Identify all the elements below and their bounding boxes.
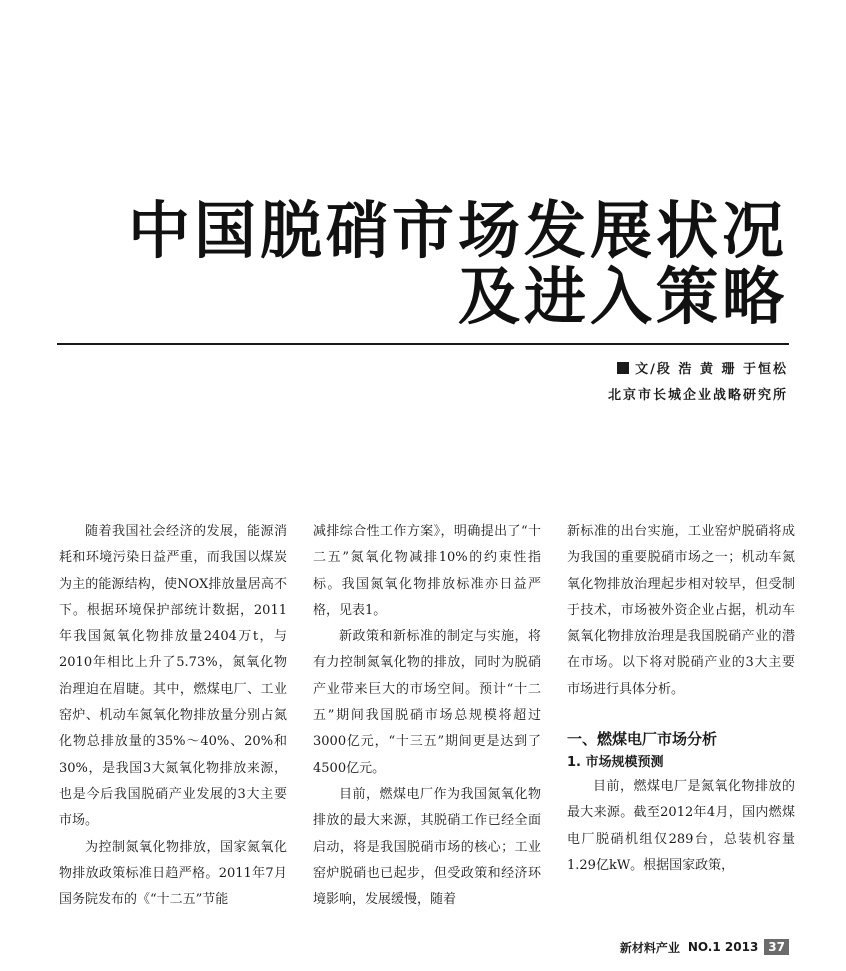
article-title (127, 194, 788, 333)
text-column-2 (313, 519, 541, 913)
paragraph: 新政策和新标准的制定与实施，将有力控制氮氧化物的排放，同时为脱硝产业带来巨大的市场空间。预计“十二五”期间我国脱硝市场总规模将超过3000亿元，“十三五”期间更是达到了4500亿元。 (313, 629, 541, 776)
authors: 文/段 浩 黄 珊 于恒松 (635, 362, 788, 377)
subsection-heading: 1. 市场规模预测 (567, 755, 664, 771)
title-divider (57, 343, 789, 345)
institution: 北京市长城企业战略研究所 (607, 388, 788, 403)
text-column-3 (567, 519, 795, 879)
issue-number: NO.1 2013 (687, 940, 759, 954)
journal-name: 新材料产业 (619, 940, 680, 955)
paragraph: 新标准的出台实施，工业窑炉脱硝将成为我国的重要脱硝市场之一；机动车氮氧化物排放治理起步相对较早，但受制于技术，市场被外资企业占据，机动车氮氧化物排放治理是我国脱硝产业的潜在市场。以下将对脱硝产业的3大主要市场进行具体分析。 (567, 524, 795, 697)
paragraph: 减排综合性工作方案》，明确提出了“十二五”氮氧化物减排10%的约束性指标。我国氮氧化物排放标准亦日益严格，见表1。 (313, 524, 541, 618)
paragraph: 为控制氮氧化物排放，国家氮氧化物排放政策标准日趋严格。2011年7月国务院发布的《“十二五”节能 (59, 839, 287, 908)
author-line (608, 357, 788, 383)
title-line-2: 及进入策略 (457, 260, 788, 333)
byline (608, 357, 788, 409)
text-column-1 (59, 519, 287, 913)
bullet-square-icon (617, 362, 629, 374)
paragraph: 目前，燃煤电厂是氮氧化物排放的最大来源。截至2012年4月，国内燃煤电厂脱硝机组仅289台，总装机容量1.29亿kW。根据国家政策， (567, 779, 795, 873)
page-number: 37 (764, 939, 789, 955)
paragraph: 目前，燃煤电厂作为我国氮氧化物排放的最大来源，其脱硝工作已经全面启动，将是我国脱硝市场的核心；工业窑炉脱硝也已起步，但受政策和经济环境影响，发展缓慢，随着 (313, 786, 541, 908)
paragraph: 随着我国社会经济的发展，能源消耗和环境污染日益严重，而我国以煤炭为主的能源结构，使NOX排放量居高不下。根据环境保护部统计数据，2011年我国氮氧化物排放量2404万t，与2010年相比上升了5.73%，氮氧化物治理迫在眉睫。其中，燃煤电厂、工业窑炉、机动车氮氧化物排放量分别占氮化物总排放量的35%～40%、20%和30%，是我国3大氮氧化物排放来源，也是今后我国脱硝产业发展的3大主要市场。 (59, 524, 287, 829)
title-line-1: 中国脱硝市场发展状况 (127, 194, 788, 267)
page-footer (620, 938, 789, 956)
section-heading: 一、燃煤电厂市场分析 (567, 730, 718, 749)
